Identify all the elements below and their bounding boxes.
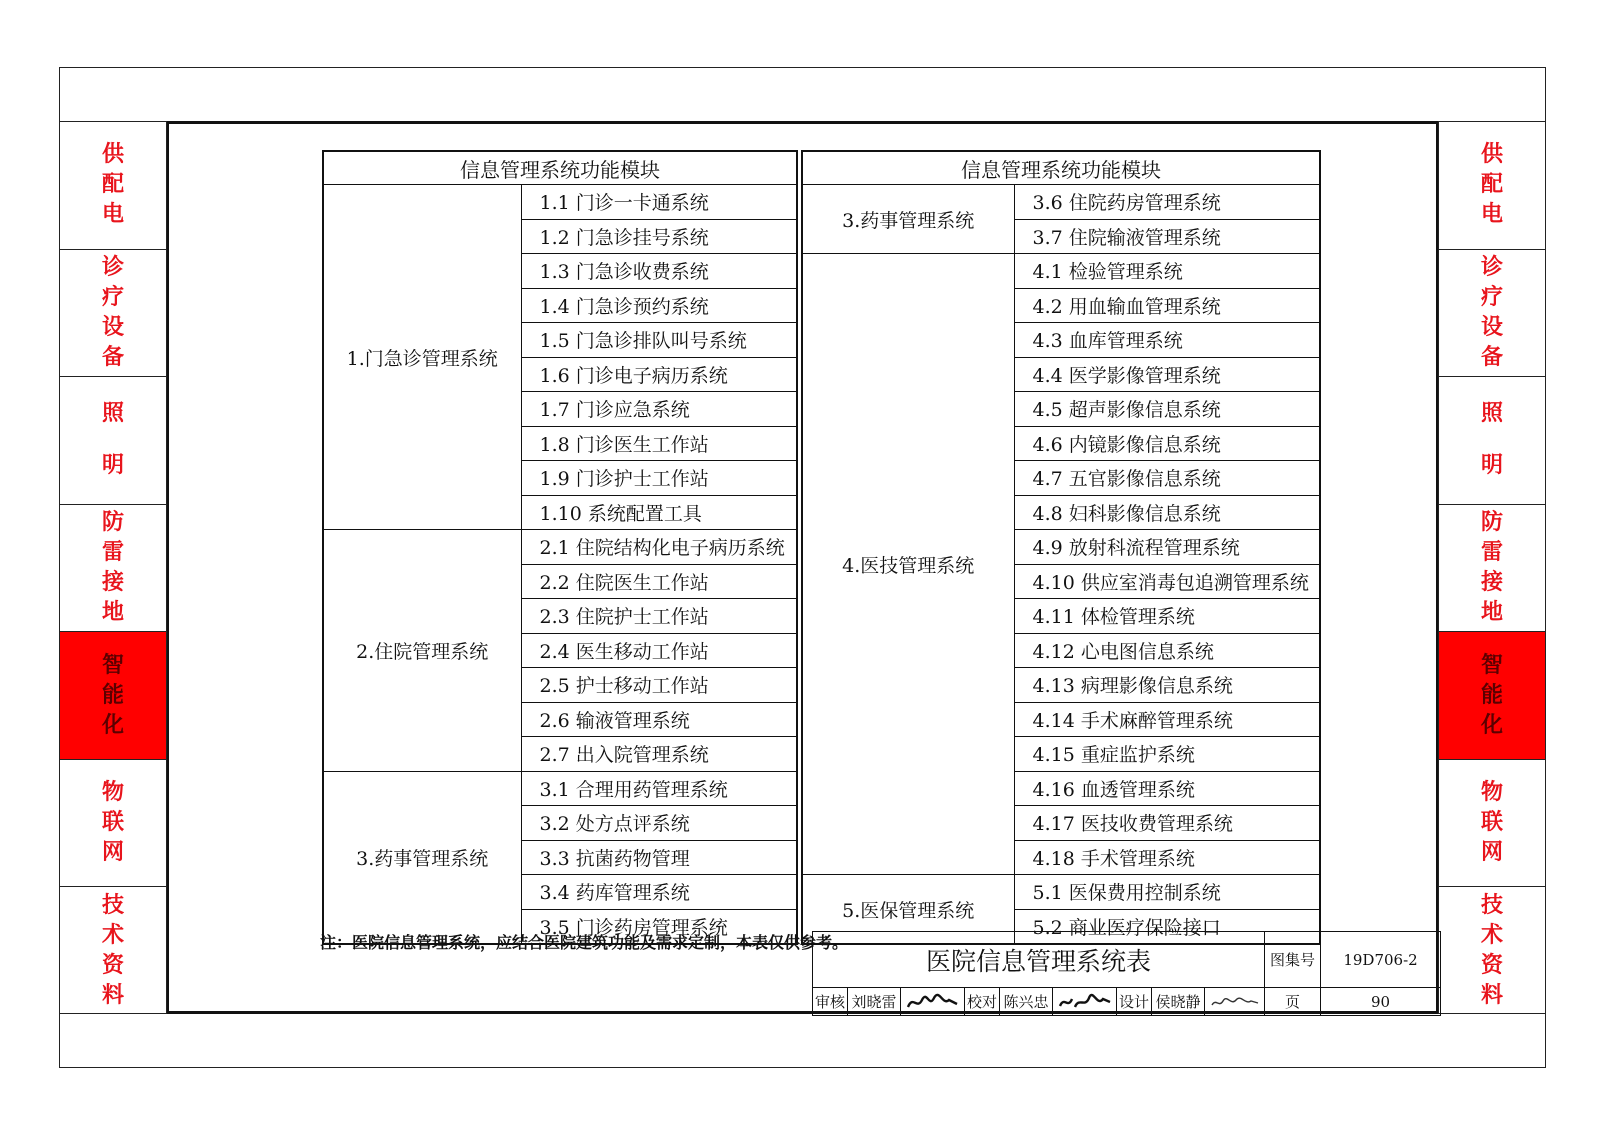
left-table-header: 信息管理系统功能模块 <box>323 151 797 185</box>
side-tab-4[interactable] <box>60 632 166 760</box>
module-item: 1.5 门急诊排队叫号系统 <box>521 323 797 358</box>
module-item: 2.4 医生移动工作站 <box>521 633 797 668</box>
side-tab-label: 照明 <box>1480 400 1503 479</box>
module-item: 3.7 住院输液管理系统 <box>1014 219 1320 254</box>
module-item: 5.2 商业医疗保险接口 <box>1014 909 1320 944</box>
reviewer-signature <box>901 988 965 1016</box>
module-item: 4.9 放射科流程管理系统 <box>1014 530 1320 565</box>
module-item: 4.10 供应室消毒包追溯管理系统 <box>1014 564 1320 599</box>
side-tab-label: 物联网 <box>1480 780 1503 866</box>
side-tab-5[interactable] <box>1439 760 1545 888</box>
side-tab-label: 照明 <box>101 400 124 479</box>
signature-mark <box>1057 992 1113 1012</box>
table-row <box>323 771 797 806</box>
side-tab-5[interactable] <box>60 760 166 888</box>
side-tab-4[interactable] <box>1439 632 1545 760</box>
side-tab-label: 智能化 <box>101 652 124 738</box>
module-item: 2.2 住院医生工作站 <box>521 564 797 599</box>
atlas-no-label: 图集号 <box>1265 932 1321 988</box>
group-name: 3.药事管理系统 <box>802 185 1014 254</box>
side-tab-label: 供配电 <box>1480 142 1503 228</box>
group-name: 2.住院管理系统 <box>323 530 521 772</box>
module-item: 2.7 出入院管理系统 <box>521 737 797 772</box>
check-label: 校对 <box>965 988 1000 1016</box>
side-tab-1[interactable] <box>60 250 166 378</box>
module-item: 3.2 处方点评系统 <box>521 806 797 841</box>
module-item: 4.4 医学影像管理系统 <box>1014 357 1320 392</box>
side-tabs-left <box>59 121 167 1014</box>
checker-name: 陈兴忠 <box>1000 988 1053 1016</box>
right-module-table <box>801 150 1321 945</box>
side-tab-label: 智能化 <box>1480 652 1503 738</box>
table-row <box>802 254 1320 289</box>
module-item: 4.13 病理影像信息系统 <box>1014 668 1320 703</box>
group-name: 3.药事管理系统 <box>323 771 521 944</box>
signature-mark <box>1209 992 1261 1012</box>
module-item: 1.1 门诊一卡通系统 <box>521 185 797 220</box>
side-tab-3[interactable] <box>1439 505 1545 633</box>
drawing-title: 医院信息管理系统表 <box>813 932 1265 988</box>
module-item: 1.9 门诊护士工作站 <box>521 461 797 496</box>
module-item: 1.3 门急诊收费系统 <box>521 254 797 289</box>
module-item: 1.4 门急诊预约系统 <box>521 288 797 323</box>
module-item: 4.15 重症监护系统 <box>1014 737 1320 772</box>
table-row <box>802 185 1320 220</box>
module-item: 4.17 医技收费管理系统 <box>1014 806 1320 841</box>
side-tabs-right <box>1438 121 1546 1014</box>
side-tab-2[interactable] <box>60 377 166 505</box>
module-item: 1.2 门急诊挂号系统 <box>521 219 797 254</box>
side-tab-3[interactable] <box>60 505 166 633</box>
side-tab-1[interactable] <box>1439 250 1545 378</box>
module-item: 4.12 心电图信息系统 <box>1014 633 1320 668</box>
module-item: 4.14 手术麻醉管理系统 <box>1014 702 1320 737</box>
side-tab-label: 供配电 <box>101 142 124 228</box>
side-tab-6[interactable] <box>60 887 166 1015</box>
module-item: 4.3 血库管理系统 <box>1014 323 1320 358</box>
module-item: 3.5 门诊药房管理系统 <box>521 909 797 944</box>
side-tab-label: 防雷接地 <box>101 510 124 625</box>
atlas-no: 19D706-2 <box>1321 932 1441 988</box>
module-item: 4.18 手术管理系统 <box>1014 840 1320 875</box>
module-item: 3.4 药库管理系统 <box>521 875 797 910</box>
module-item: 3.3 抗菌药物管理 <box>521 840 797 875</box>
group-name: 5.医保管理系统 <box>802 875 1014 945</box>
module-item: 2.3 住院护士工作站 <box>521 599 797 634</box>
signature-mark <box>905 992 961 1012</box>
module-item: 4.1 检验管理系统 <box>1014 254 1320 289</box>
side-tab-label: 技术资料 <box>1480 893 1503 1009</box>
designer-signature <box>1205 988 1265 1016</box>
module-item: 4.2 用血输血管理系统 <box>1014 288 1320 323</box>
table-row <box>323 185 797 220</box>
module-item: 1.7 门诊应急系统 <box>521 392 797 427</box>
module-item: 4.7 五官影像信息系统 <box>1014 461 1320 496</box>
module-item: 1.8 门诊医生工作站 <box>521 426 797 461</box>
left-module-table <box>322 150 798 945</box>
review-label: 审核 <box>813 988 848 1016</box>
module-item: 4.16 血透管理系统 <box>1014 771 1320 806</box>
right-table-header: 信息管理系统功能模块 <box>802 151 1320 185</box>
group-name: 1.门急诊管理系统 <box>323 185 521 530</box>
side-tab-label: 防雷接地 <box>1480 510 1503 625</box>
module-item: 4.5 超声影像信息系统 <box>1014 392 1320 427</box>
reviewer-name: 刘晓雷 <box>848 988 901 1016</box>
side-tab-0[interactable] <box>1439 122 1545 250</box>
checker-signature <box>1053 988 1117 1016</box>
page-label: 页 <box>1265 988 1321 1016</box>
side-tab-label: 诊疗设备 <box>1480 255 1503 370</box>
designer-name: 侯晓静 <box>1152 988 1205 1016</box>
table-row <box>323 530 797 565</box>
module-item: 3.1 合理用药管理系统 <box>521 771 797 806</box>
side-tab-2[interactable] <box>1439 377 1545 505</box>
page-number: 90 <box>1321 988 1441 1016</box>
module-item: 1.6 门诊电子病历系统 <box>521 357 797 392</box>
module-item: 2.6 输液管理系统 <box>521 702 797 737</box>
side-tab-label: 诊疗设备 <box>101 255 124 370</box>
module-item: 4.8 妇科影像信息系统 <box>1014 495 1320 530</box>
side-tab-0[interactable] <box>60 122 166 250</box>
module-item: 2.5 护士移动工作站 <box>521 668 797 703</box>
module-item: 5.1 医保费用控制系统 <box>1014 875 1320 910</box>
module-item: 1.10 系统配置工具 <box>521 495 797 530</box>
group-name: 4.医技管理系统 <box>802 254 1014 875</box>
module-item: 3.6 住院药房管理系统 <box>1014 185 1320 220</box>
title-block <box>812 931 1441 1016</box>
design-label: 设计 <box>1117 988 1152 1016</box>
side-tab-label: 物联网 <box>101 780 124 866</box>
side-tab-label: 技术资料 <box>101 893 124 1009</box>
table-row <box>802 875 1320 910</box>
module-item: 4.6 内镜影像信息系统 <box>1014 426 1320 461</box>
module-item: 2.1 住院结构化电子病历系统 <box>521 530 797 565</box>
side-tab-6[interactable] <box>1439 887 1545 1015</box>
footnote: 注：医院信息管理系统，应结合医院建筑功能及需求定制，本表仅供参考。 <box>320 933 849 952</box>
module-item: 4.11 体检管理系统 <box>1014 599 1320 634</box>
